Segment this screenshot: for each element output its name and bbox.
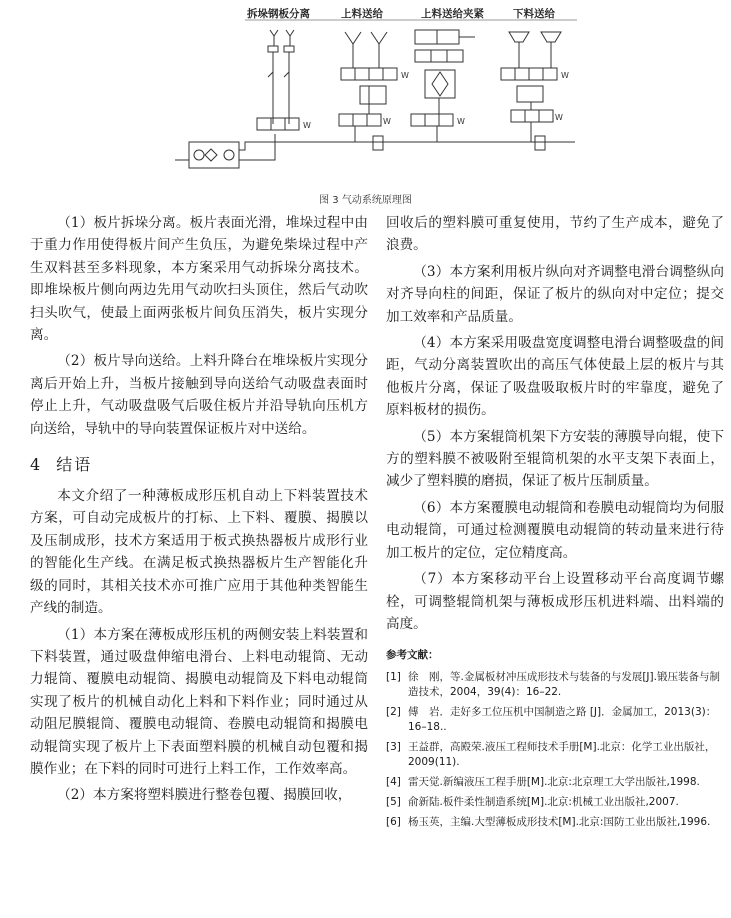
svg-text:W: W: [457, 117, 465, 126]
figure-caption: 图 3 气动系统原理图: [319, 195, 412, 206]
svg-text:W: W: [555, 113, 563, 122]
reference-item: [386, 775, 724, 790]
reference-text: 杨玉英，主编.大型薄板成形技术[M].北京:国防工业出版社,1996.: [408, 816, 711, 829]
reference-text: 王益群，高殿荣.液压工程师技术手册[M].北京：化学工业出版社，2009(11).: [408, 741, 716, 769]
figure-label-destack: 拆垛钢板分离: [247, 8, 310, 20]
section-title: 结语: [56, 455, 93, 475]
reference-text: 雷天觉.新编液压工程手册[M].北京:北京理工大学出版社,1998.: [408, 776, 700, 789]
figure-label-feed: 上料送给: [341, 8, 383, 20]
paragraph-guide-feed: （2）板片导向送给。上料升降台在堆垛板片实现分离后开始上升，当板片接触到导向送给气动吸盘表面时停止上升，气动吸盘吸气后吸住板片并沿导轨向压机方向送给，导轨中的导向装置保证板片对中送给。: [30, 353, 368, 437]
reference-number: [3]: [386, 741, 401, 754]
reference-text: 俞新陆.板件柔性制造系统[M].北京:机械工业出版社,2007.: [408, 796, 679, 809]
reference-list: [386, 670, 724, 830]
paragraph-point-1: （1）本方案在薄板成形压机的两侧安装上料装置和下料装置，通过吸盘伸缩电滑台、上料电动辊筒、无动力辊筒、覆膜电动辊筒、揭膜电动辊筒及下料电动辊筒实现了板片的机械自动化上料和下料作业；同时通过从动阻尼膜辊筒、覆膜电动辊筒、卷膜电动辊筒和揭膜电动辊筒实现了板片上下表面塑料膜的机械自动包覆和揭膜作业；在下料的同时可进行上料工作，工作效率高。: [30, 626, 368, 777]
paragraph-point-3: （3）本方案利用板片纵向对齐调整电滑台调整纵向对齐导向柱的间距，保证了板片的纵向对中定位；提交加工效率和产品质量。: [386, 263, 724, 325]
reference-text: 傅 岩．走好多工位压机中国制造之路 [J]．金属加工，2013(3)：16–18..: [408, 706, 717, 734]
paragraph-point-5: （5）本方案辊筒机架下方安装的薄膜导向辊，使下方的塑料膜不被吸附至辊筒机架的水平支架下表面上，减少了塑料膜的磨损，保证了板片压制质量。: [386, 428, 724, 490]
svg-text:W: W: [561, 71, 569, 80]
reference-item: [386, 815, 724, 830]
figure-label-feed-clamp: 上料送给夹紧: [421, 8, 484, 20]
svg-text:W: W: [401, 71, 409, 80]
references-title: 参考文献：: [386, 649, 439, 662]
svg-text:W: W: [383, 117, 391, 126]
reference-number: [1]: [386, 671, 401, 684]
paragraph-point-6: （6）本方案覆膜电动辊筒和卷膜电动辊筒均为伺服电动辊筒，可通过检测覆膜电动辊筒的转动量来进行待加工板片的定位，定位精度高。: [386, 499, 724, 561]
pneumatic-diagram: [175, 2, 585, 190]
reference-item: [386, 740, 724, 770]
svg-text:W: W: [303, 121, 311, 130]
paragraph-conclusion: 本文介绍了一种薄板成形压机自动上下料装置技术方案，可自动完成板片的打标、上下料、覆膜、揭膜以及压制成形，技术方案适用于板式换热器板片成形行业的智能化生产线。在满足板式换热器板片生产智能化升级的同时，其相关技术亦可推广应用于其他种类智能生产线的制造。: [30, 488, 368, 617]
right-column: [386, 212, 724, 835]
reference-number: [4]: [386, 776, 401, 789]
paragraph-continued: 回收后的塑料膜可重复使用，节约了生产成本，避免了浪费。: [386, 215, 724, 254]
reference-item: [386, 705, 724, 735]
reference-number: [2]: [386, 706, 401, 719]
section-heading: [30, 452, 368, 475]
paragraph-point-2: （2）本方案将塑料膜进行整卷包覆、揭膜回收，: [57, 787, 352, 804]
paragraph-point-7: （7）本方案移动平台上设置移动平台高度调节螺栓，可调整辊筒机架与薄板成形压机进料端、出料端的高度。: [386, 571, 724, 632]
reference-text: 徐 刚，等.金属板材冲压成形技术与装备的与发展[J].锻压装备与制造技术，2004，39(4)：16–22.: [408, 671, 720, 699]
reference-number: [5]: [386, 796, 401, 809]
schematic-drawing: [175, 2, 585, 190]
paragraph-point-4: （4）本方案采用吸盘宽度调整电滑台调整吸盘的间距，气动分离装置吹出的高压气体使最上层的板片与其他板片分离，保证了吸盘吸取板片时的牢靠度，避免了原料板材的损伤。: [386, 335, 724, 419]
reference-item: [386, 670, 724, 700]
section-number: 4: [30, 455, 43, 475]
figure-label-unload: 下料送给: [513, 8, 555, 20]
reference-number: [6]: [386, 816, 401, 829]
paragraph-destack: （1）板片拆垛分离。板片表面光滑，堆垛过程中由于重力作用使得板片间产生负压，为避免柴垛过程中产生双料甚至多料现象，本方案采用气动拆垛分离技术。即堆垛板片侧向两边先用气动吹扫头顶住，然后气动吹扫头吹气，使最上面两张板片间负压消失，板片实现分离。: [30, 215, 368, 344]
left-column: [30, 212, 368, 807]
reference-item: [386, 795, 724, 810]
